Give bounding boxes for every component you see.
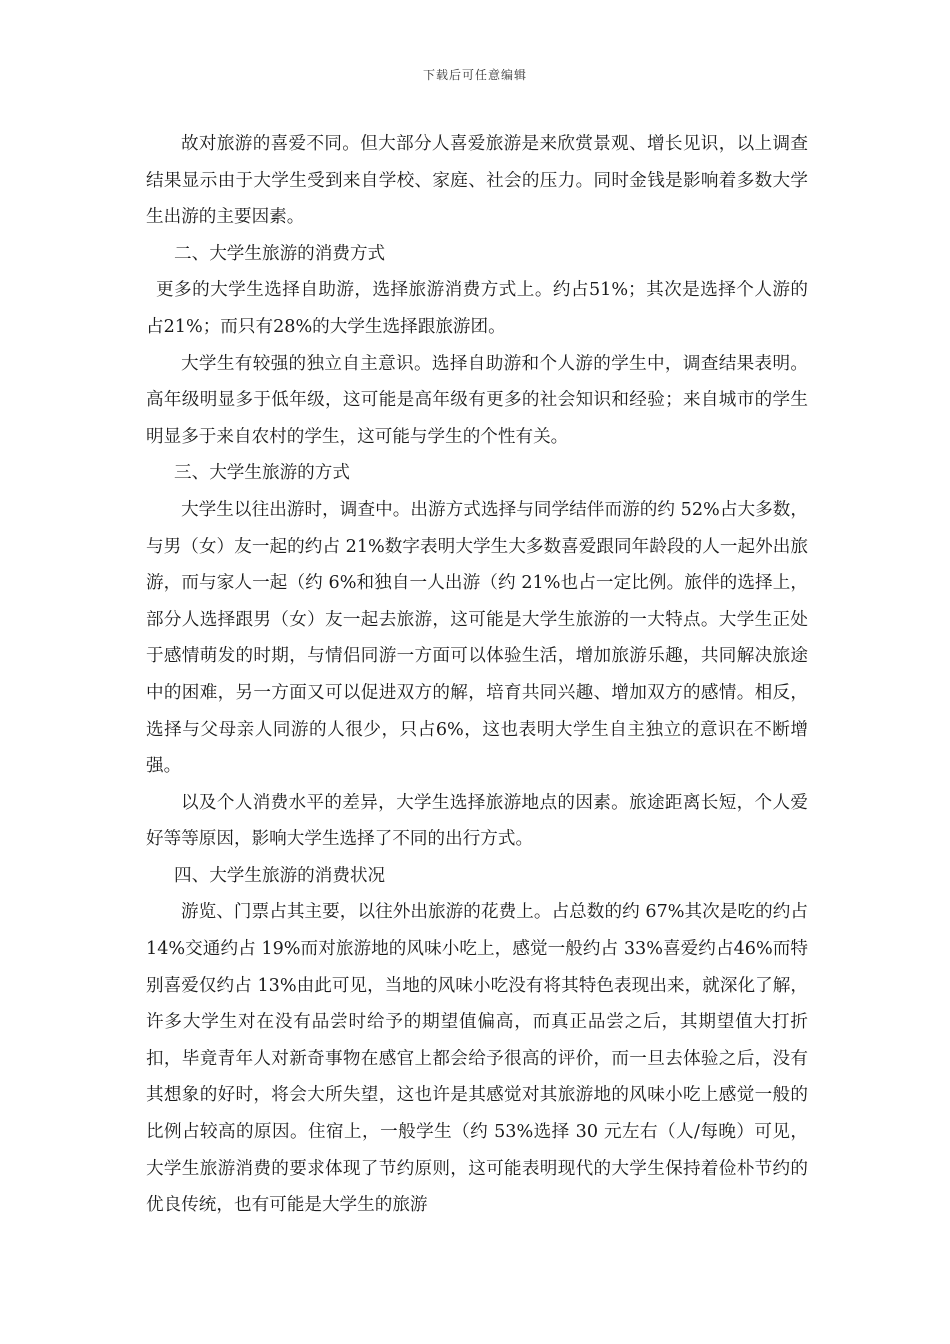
paragraph: 大学生以往出游时，调查中。出游方式选择与同学结伴而游的约 52%占大多数，与男（女）友一起的约占 21%数字表明大学生大多数喜爱跟同年龄段的人一起外出旅游，而与家人一起（约 6%和独自一人出游（约 21%也占一定比例。旅伴的选择上，部分人选择跟男（女）友一起去旅游，这可能是大学生旅游的一大特点。大学生正处于感情萌发的时期，与情侣同游一方面可以体验生活，增加旅游乐趣，共同解决旅途中的困难，另一方面又可以促进双方的解，培育共同兴趣、增加双方的感情。相反，选择与父母亲人同游的人很少，只占6%，这也表明大学生自主独立的意识在不断增强。	[146, 499, 808, 777]
section-heading: 二、大学生旅游的消费方式	[174, 243, 386, 264]
paragraph: 更多的大学生选择自助游，选择旅游消费方式上。约占51%；其次是选择个人游的占21%；而只有28%的大学生选择跟旅游团。	[146, 280, 808, 337]
paragraph: 大学生有较强的独立自主意识。选择自助游和个人游的学生中，调查结果表明。高年级明显多于低年级，这可能是高年级有更多的社会知识和经验；来自城市的学生明显多于来自农村的学生，这可能与学生的个性有关。	[146, 353, 808, 447]
paragraph: 以及个人消费水平的差异，大学生选择旅游地点的因素。旅途距离长短，个人爱好等等原因，影响大学生选择了不同的出行方式。	[146, 792, 808, 850]
paragraph: 游览、门票占其主要，以往外出旅游的花费上。占总数的约 67%其次是吃的约占 14%交通约占 19%而对旅游地的风味小吃上，感觉一般约占 33%喜爱约占46%而特别喜爱仅约占 13%由此可见，当地的风味小吃没有将其特色表现出来，就深化了解，许多大学生对在没有品尝时给予的期望值偏高，而真正品尝之后，其期望值大打折扣，毕竟青年人对新奇事物在感官上都会给予很高的评价，而一旦去体验之后，没有其想象的好时，将会大所失望，这也许是其感觉对其旅游地的风味小吃上感觉一般的比例占较高的原因。住宿上，一般学生（约 53%选择 30 元左右（人/每晚）可见，大学生旅游消费的要求体现了节约原则，这可能表明现代的大学生保持着俭朴节约的优良传统，也有可能是大学生的旅游	[146, 902, 808, 1216]
page-header: 下载后可任意编辑	[422, 68, 527, 82]
section-heading: 四、大学生旅游的消费状况	[174, 865, 386, 886]
section-heading: 三、大学生旅游的方式	[174, 463, 350, 484]
paragraph: 故对旅游的喜爱不同。但大部分人喜爱旅游是来欣赏景观、增长见识，以上调查结果显示由于大学生受到来自学校、家庭、社会的压力。同时金钱是影响着多数大学生出游的主要因素。	[146, 134, 808, 228]
document-body	[146, 126, 808, 1224]
